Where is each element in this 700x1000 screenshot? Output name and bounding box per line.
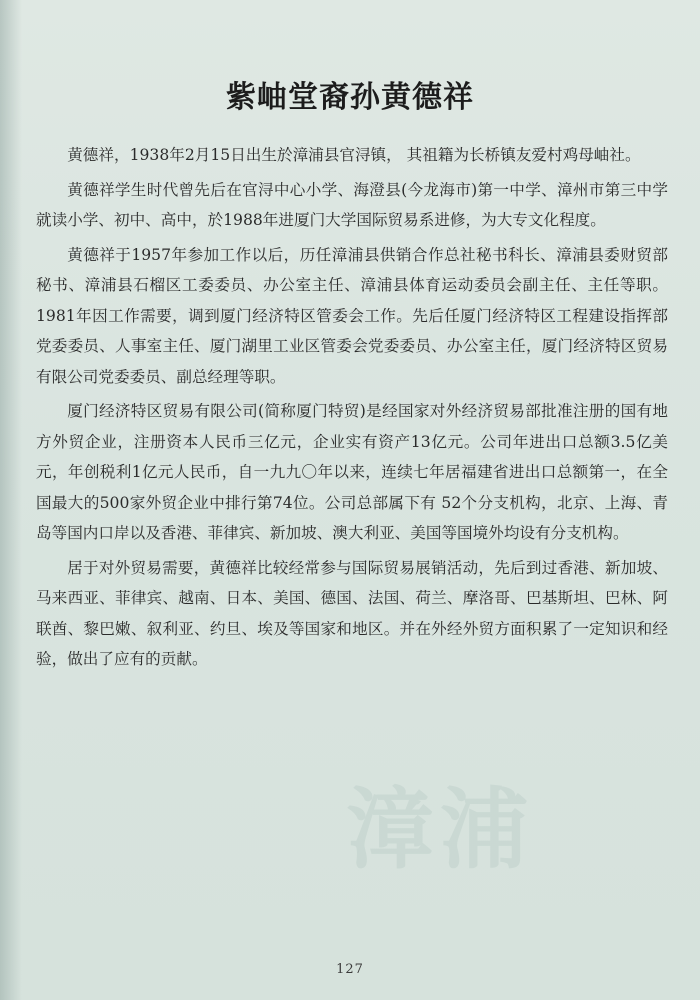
paragraph: 黄德祥，1938年2月15日出生於漳浦县官浔镇， 其祖籍为长桥镇友爱村鸡母岫社。: [67, 146, 641, 164]
page-spine-shadow: [0, 0, 22, 1000]
page-number: 127: [336, 962, 364, 977]
document-body: [36, 140, 668, 679]
paragraph: 黄德祥于1957年参加工作以后，历任漳浦县供销合作总社秘书科长、漳浦县委财贸部秘书、漳浦县石榴区工委委员、办公室主任、漳浦县体育运动委员会副主任、主任等职。1981年因工作需要，调到厦门经济特区管委会工作。先后任厦门经济特区工程建设指挥部党委委员、人事室主任、厦门湖里工业区管委会党委委员、办公室主任，厦门经济特区贸易有限公司党委委员、副总经理等职。: [36, 245, 668, 386]
document-title: 紫岫堂裔孙黄德祥: [226, 80, 474, 115]
watermark-logo: 漳浦: [345, 777, 534, 881]
paragraph: 黄德祥学生时代曾先后在官浔中心小学、海澄县(今龙海市)第一中学、漳州市第三中学就读小学、初中、高中，於1988年进厦门大学国际贸易系进修，为大专文化程度。: [36, 180, 668, 229]
paragraph: 居于对外贸易需要，黄德祥比较经常参与国际贸易展销活动，先后到过香港、新加坡、马来西亚、菲律宾、越南、日本、美国、德国、法国、荷兰、摩洛哥、巴基斯坦、巴林、阿联酋、黎巴嫩、叙利亚、约旦、埃及等国家和地区。并在外经外贸方面积累了一定知识和经验，做出了应有的贡献。: [36, 558, 668, 668]
paragraph: 厦门经济特区贸易有限公司(简称厦门特贸)是经国家对外经济贸易部批准注册的国有地方外贸企业，注册资本人民币三亿元，企业实有资产13亿元。公司年进出口总额3.5亿美元，年创税利1亿元人民币，自一九九〇年以来，连续七年居福建省进出口总额第一，在全国最大的500家外贸企业中排行第74位。公司总部属下有 52个分支机构，北京、上海、青岛等国内口岸以及香港、菲律宾、新加坡、澳大利亚、美国等国境外均设有分支机构。: [36, 402, 668, 542]
